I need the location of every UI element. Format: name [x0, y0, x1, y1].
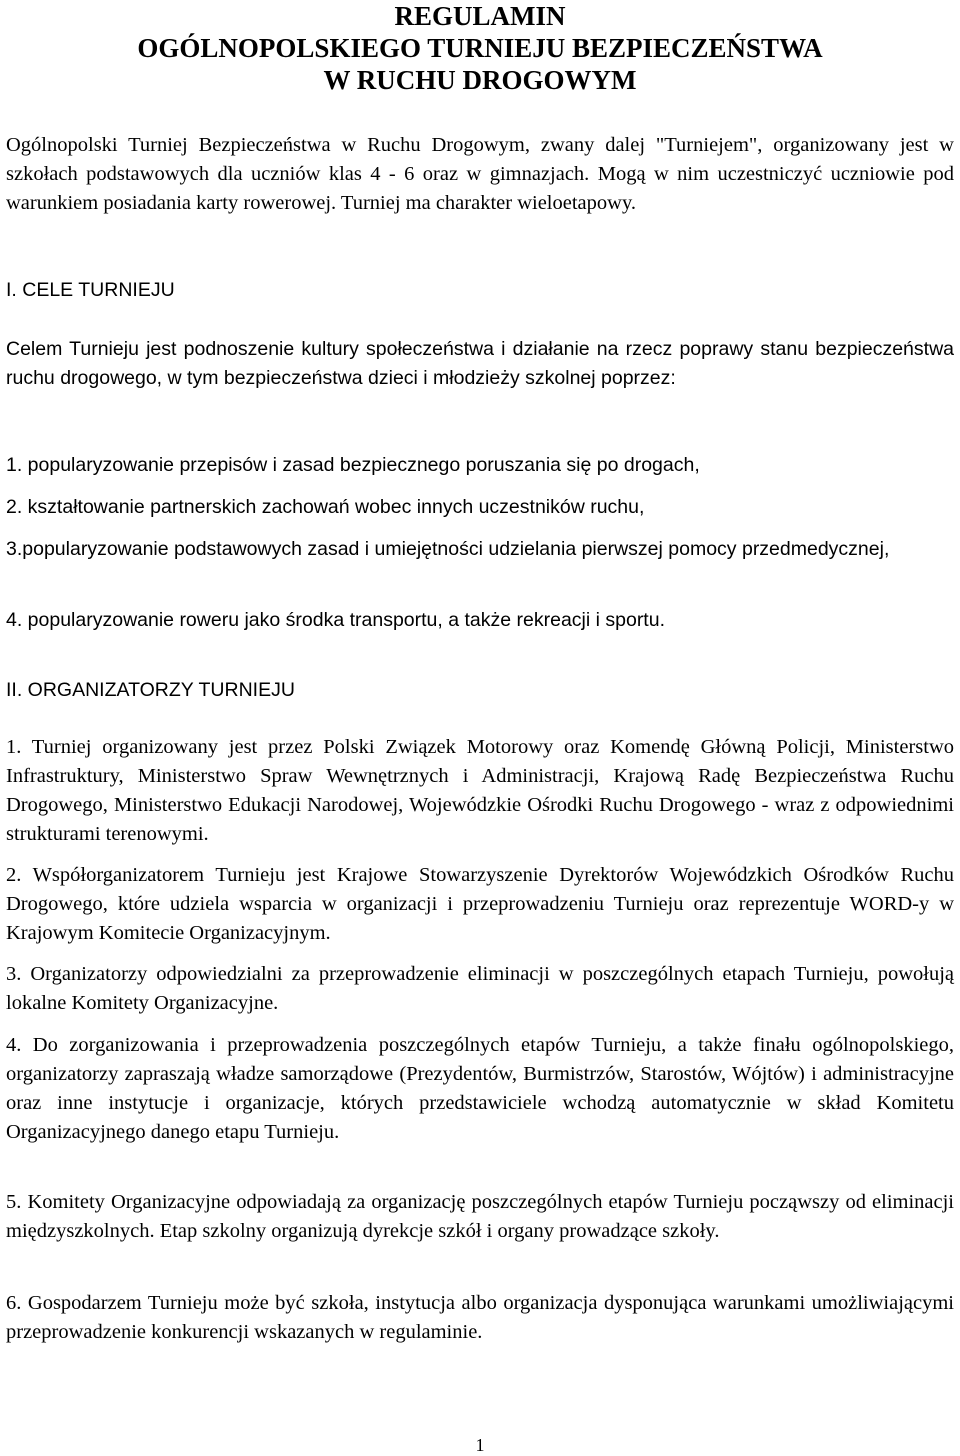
section-1-item-2: 2. kształtowanie partnerskich zachowań wobec innych uczestników ruchu,: [6, 496, 645, 518]
section-1-item-3: 3.popularyzowanie podstawowych zasad i umiejętności udzielania pierwszej pomocy przedmedycznej,: [6, 538, 890, 560]
title-line-2: OGÓLNOPOLSKIEGO TURNIEJU BEZPIECZEŃSTWA: [137, 33, 823, 63]
page-number: 1: [475, 1435, 485, 1455]
section-2-item-4: 4. Do zorganizowania i przeprowadzenia poszczególnych etapów Turnieju, a także finału ogólnopolskiego, organizatorzy zapraszają władze samorządowe (Prezydentów, Burmistrzów, Starostów, Wójtów) i administracyjne oraz inne instytucje i organizacje, których przedstawiciele wchodzą automatycznie w skład Komitetu Organizacyjnego danego etapu Turnieju.: [6, 1034, 954, 1143]
section-2-item-2: 2. Współorganizatorem Turnieju jest Krajowe Stowarzyszenie Dyrektorów Wojewódzkich Ośrodków Ruchu Drogowego, które udziela wsparcia w organizacji i przeprowadzeniu Turnieju oraz reprezentuje WORD-y w Krajowym Komitecie Organizacyjnym.: [6, 864, 954, 944]
section-2-item-3: 3. Organizatorzy odpowiedzialni za przeprowadzenie eliminacji w poszczególnych etapach Turnieju, powołują lokalne Komitety Organizacyjne.: [6, 963, 954, 1014]
section-1-lead: Celem Turnieju jest podnoszenie kultury społeczeństwa i działanie na rzecz poprawy stanu bezpieczeństwa ruchu drogowego, w tym bezpieczeństwa dzieci i młodzieży szkolnej poprzez:: [6, 338, 954, 389]
section-2-item-5: 5. Komitety Organizacyjne odpowiadają za organizację poszczególnych etapów Turnieju począwszy od eliminacji międzyszkolnych. Etap szkolny organizują dyrekcje szkół i organy prowadzące szkoły.: [6, 1191, 954, 1242]
document-title: [6, 0, 954, 96]
section-1-heading: I. CELE TURNIEJU: [6, 279, 175, 301]
section-2-item-6: 6. Gospodarzem Turnieju może być szkoła, instytucja albo organizacja dysponująca warunkami umożliwiającymi przeprowadzenie konkurencji wskazanych w regulaminie.: [6, 1292, 954, 1343]
section-2-heading: II. ORGANIZATORZY TURNIEJU: [6, 679, 295, 701]
intro-paragraph: Ogólnopolski Turniej Bezpieczeństwa w Ruchu Drogowym, zwany dalej "Turniejem", organizowany jest w szkołach podstawowych dla uczniów klas 4 - 6 oraz w gimnazjach. Mogą w nim uczestniczyć uczniowie pod warunkiem posiadania karty rowerowej. Turniej ma charakter wieloetapowy.: [6, 134, 954, 214]
section-1-item-4: 4. popularyzowanie roweru jako środka transportu, a także rekreacji i sportu.: [6, 609, 665, 631]
title-line-1: REGULAMIN: [394, 1, 566, 31]
title-line-3: W RUCHU DROGOWYM: [323, 65, 637, 95]
section-1-item-1: 1. popularyzowanie przepisów i zasad bezpiecznego poruszania się po drogach,: [6, 454, 700, 476]
section-2-item-1: 1. Turniej organizowany jest przez Polski Związek Motorowy oraz Komendę Główną Policji, Ministerstwo Infrastruktury, Ministerstwo Spraw Wewnętrznych i Administracji, Krajową Radę Bezpieczeństwa Ruchu Drogowego, Ministerstwo Edukacji Narodowej, Wojewódzkie Ośrodki Ruchu Drogowego - wraz z odpowiednimi strukturami terenowymi.: [6, 736, 954, 845]
